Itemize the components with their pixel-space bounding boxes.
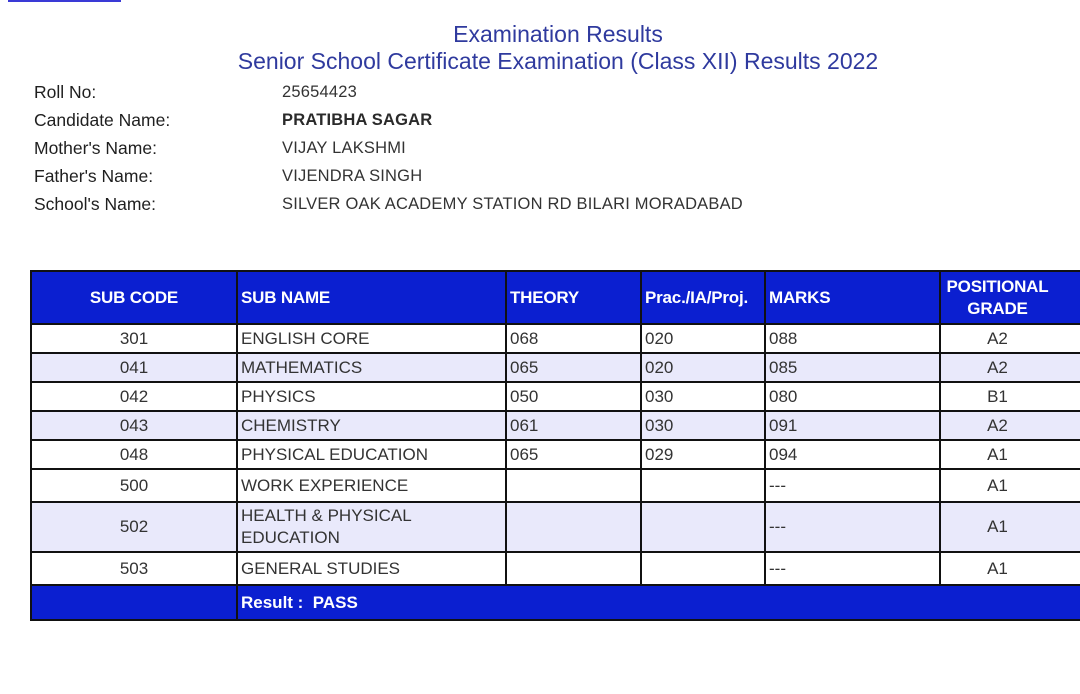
sub-name-cell: ENGLISH CORE <box>237 324 506 353</box>
table-row <box>31 502 1080 552</box>
mother-row <box>34 134 743 162</box>
result-label: Result : <box>241 592 304 612</box>
marks-cell: --- <box>765 469 940 502</box>
practical-cell <box>641 552 765 585</box>
page-subtitle: Senior School Certificate Examination (Class XII) Results 2022 <box>237 48 879 74</box>
table-row <box>31 440 1080 469</box>
table-row <box>31 552 1080 585</box>
marks-cell: 085 <box>765 353 940 382</box>
table-row <box>31 411 1080 440</box>
sub-name-cell: HEALTH & PHYSICAL EDUCATION <box>237 502 506 552</box>
table-header-row <box>31 271 1080 324</box>
result-value: PASS <box>312 592 358 612</box>
sub-name-cell: GENERAL STUDIES <box>237 552 506 585</box>
result-empty-cell <box>31 585 237 620</box>
grade-cell: A2 <box>940 353 1080 382</box>
sub-name-cell: CHEMISTRY <box>237 411 506 440</box>
roll-label: Roll No: <box>34 81 97 102</box>
mother-name-value: VIJAY LAKSHMI <box>282 138 406 157</box>
sub-name-cell: WORK EXPERIENCE <box>237 469 506 502</box>
marks-cell: 088 <box>765 324 940 353</box>
practical-cell: 029 <box>641 440 765 469</box>
practical-cell <box>641 469 765 502</box>
sub-name-cell: PHYSICS <box>237 382 506 411</box>
header-practical: Prac./IA/Proj. <box>641 271 765 324</box>
grade-cell: A1 <box>940 469 1080 502</box>
results-table <box>30 270 1080 621</box>
top-link-underline[interactable] <box>8 0 121 2</box>
roll-value: 25654423 <box>282 82 358 101</box>
marks-cell: 091 <box>765 411 940 440</box>
practical-cell: 020 <box>641 353 765 382</box>
result-cell <box>237 585 1080 620</box>
theory-cell <box>506 502 641 552</box>
header-marks: MARKS <box>765 271 940 324</box>
marks-cell: 094 <box>765 440 940 469</box>
candidate-name-value: PRATIBHA SAGAR <box>282 110 433 129</box>
table-row <box>31 324 1080 353</box>
name-row <box>34 106 743 134</box>
page-title: Examination Results <box>453 21 663 47</box>
theory-cell <box>506 552 641 585</box>
marks-cell: 080 <box>765 382 940 411</box>
result-row <box>31 585 1080 620</box>
theory-cell: 065 <box>506 440 641 469</box>
header-theory: THEORY <box>506 271 641 324</box>
sub-code-cell: 041 <box>31 353 237 382</box>
theory-cell <box>506 469 641 502</box>
theory-cell: 068 <box>506 324 641 353</box>
sub-code-cell: 301 <box>31 324 237 353</box>
sub-name-cell: MATHEMATICS <box>237 353 506 382</box>
practical-cell: 030 <box>641 382 765 411</box>
candidate-info <box>34 78 743 218</box>
table-row <box>31 382 1080 411</box>
school-row <box>34 190 743 218</box>
grade-cell: A1 <box>940 440 1080 469</box>
roll-row <box>34 78 743 106</box>
theory-cell: 050 <box>506 382 641 411</box>
sub-code-cell: 503 <box>31 552 237 585</box>
school-name-value: SILVER OAK ACADEMY STATION RD BILARI MORADABAD <box>282 194 743 213</box>
grade-cell: A1 <box>940 552 1080 585</box>
father-row <box>34 162 743 190</box>
sub-code-cell: 042 <box>31 382 237 411</box>
practical-cell <box>641 502 765 552</box>
sub-code-cell: 500 <box>31 469 237 502</box>
father-name-value: VIJENDRA SINGH <box>282 166 423 185</box>
marks-cell: --- <box>765 552 940 585</box>
theory-cell: 061 <box>506 411 641 440</box>
grade-cell: A2 <box>940 411 1080 440</box>
sub-code-cell: 048 <box>31 440 237 469</box>
table-row <box>31 353 1080 382</box>
header-sub-name: SUB NAME <box>237 271 506 324</box>
school-name-label: School's Name: <box>34 193 157 214</box>
sub-code-cell: 502 <box>31 502 237 552</box>
grade-cell: A1 <box>940 502 1080 552</box>
theory-cell: 065 <box>506 353 641 382</box>
marks-cell: --- <box>765 502 940 552</box>
sub-code-cell: 043 <box>31 411 237 440</box>
header-positional-grade: POSITIONAL GRADE <box>940 271 1080 324</box>
header-sub-code: SUB CODE <box>31 271 237 324</box>
candidate-name-label: Candidate Name: <box>34 109 171 130</box>
father-name-label: Father's Name: <box>34 165 154 186</box>
practical-cell: 030 <box>641 411 765 440</box>
grade-cell: B1 <box>940 382 1080 411</box>
table-row <box>31 469 1080 502</box>
practical-cell: 020 <box>641 324 765 353</box>
sub-name-cell: PHYSICAL EDUCATION <box>237 440 506 469</box>
mother-name-label: Mother's Name: <box>34 137 157 158</box>
grade-cell: A2 <box>940 324 1080 353</box>
